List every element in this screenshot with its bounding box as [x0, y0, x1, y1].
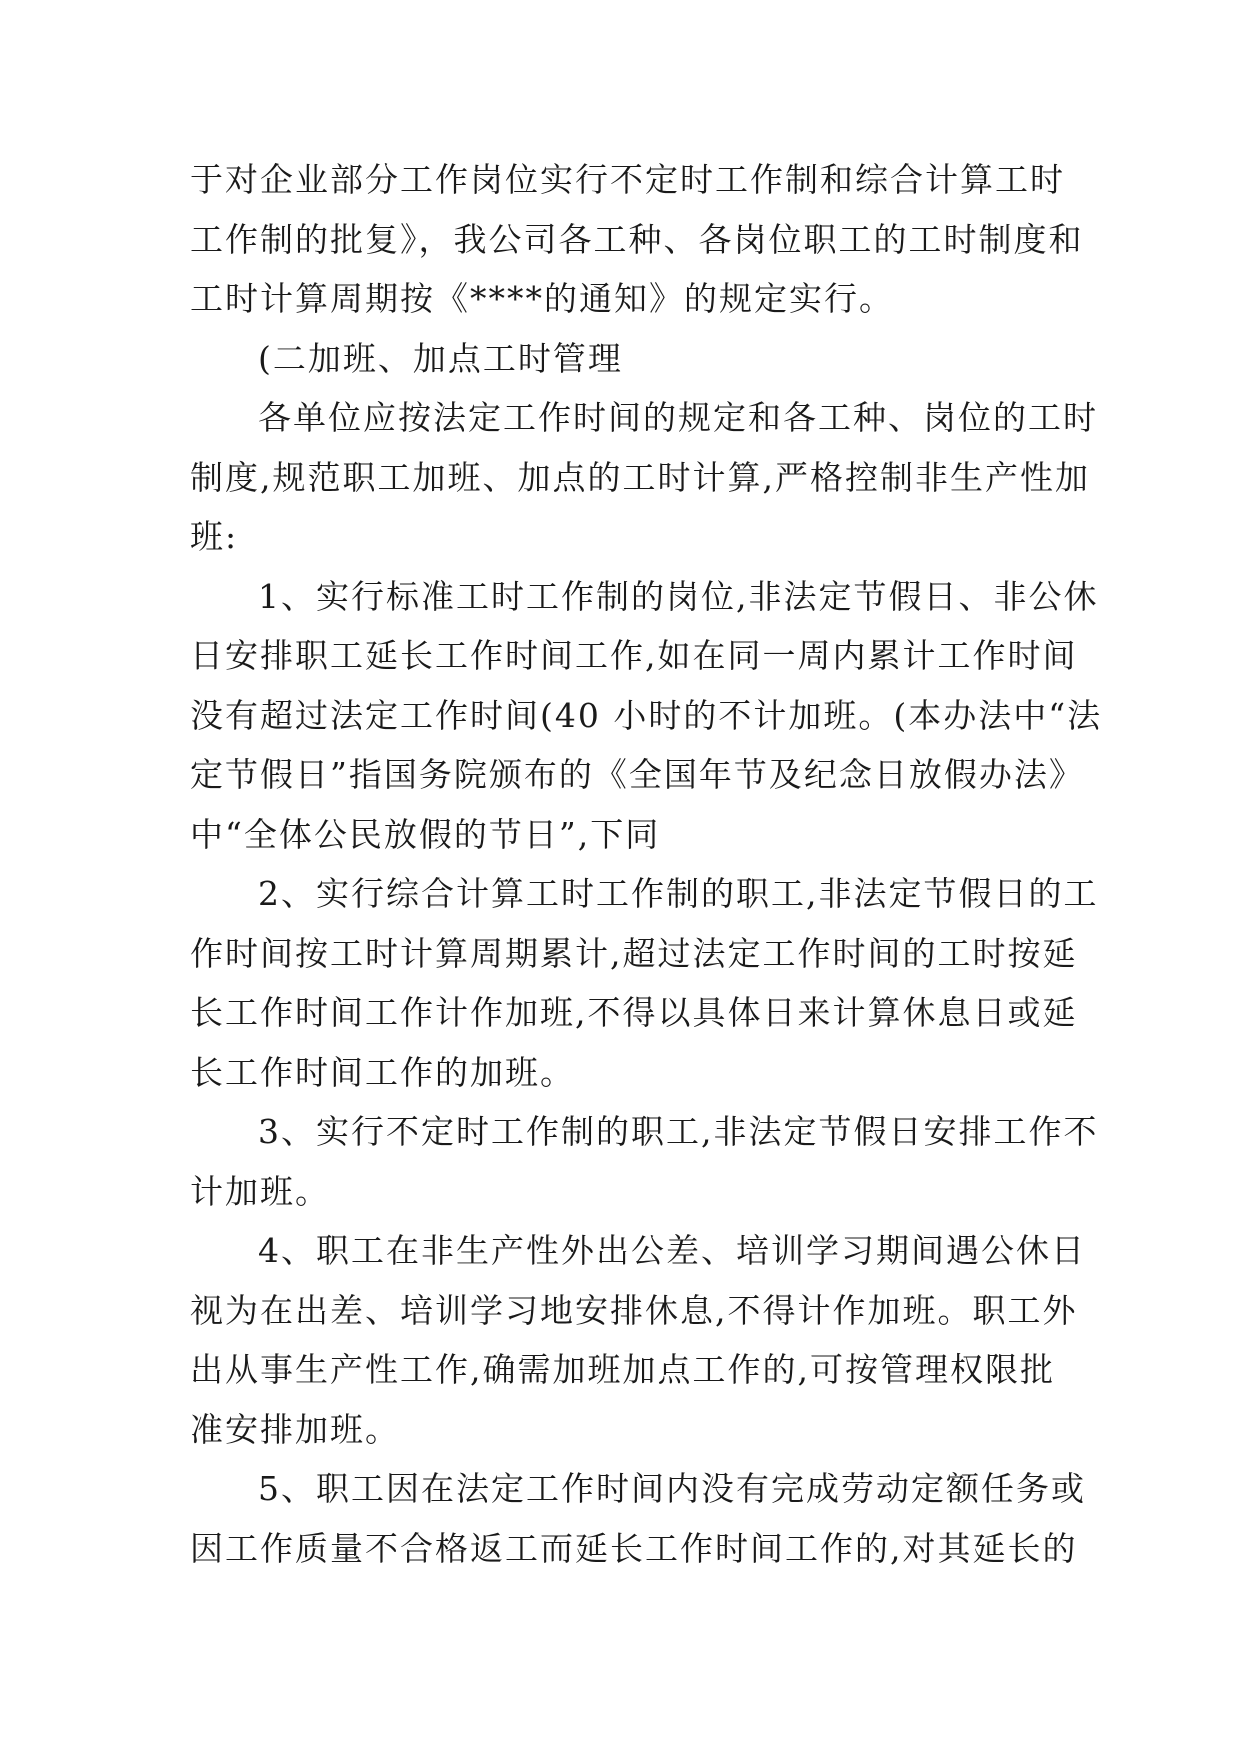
text-line: 工作制的批复》，我公司各工种、各岗位职工的工时制度和 — [190, 219, 1084, 259]
text-line: 4、职工在非生产性外出公差、培训学习期间遇公休日 — [258, 1231, 1086, 1270]
text-line: 视为在出差、培训学习地安排休息,不得计作加班。职工外 — [190, 1290, 1078, 1330]
text-line: 制度,规范职工加班、加点的工时计算,严格控制非生产性加 — [190, 457, 1090, 497]
text-line: 定节假日”指国务院颁布的《全国年节及纪念日放假办法》 — [190, 755, 1084, 794]
text-line: 中“全体公民放假的节日”,下同 — [190, 814, 661, 854]
text-line: 3、实行不定时工作制的职工,非法定节假日安排工作不 — [258, 1112, 1099, 1151]
text-line: 出从事生产性工作,确需加班加点工作的,可按管理权限批 — [190, 1350, 1055, 1389]
text-line: 各单位应按法定工作时间的规定和各工种、岗位的工时 — [258, 398, 1098, 437]
text-line: 因工作质量不合格返工而延长工作时间工作的,对其延长的 — [190, 1528, 1078, 1568]
text-line: 班: — [190, 517, 239, 556]
text-line: 计加班。 — [190, 1171, 330, 1211]
text-line: 没有超过法定工作时间(40 小时的不计加班。(本办法中“法 — [190, 695, 1103, 735]
text-line: 5、职工因在法定工作时间内没有完成劳动定额任务或 — [258, 1469, 1086, 1508]
text-line: 于对企业部分工作岗位实行不定时工作制和综合计算工时 — [190, 160, 1065, 199]
text-line: 工时计算周期按《****的通知》的规定实行。 — [190, 279, 894, 318]
text-line: (二加班、加点工时管理 — [258, 338, 623, 378]
document-body — [190, 150, 1103, 1578]
text-line: 日安排职工延长工作时间工作,如在同一周内累计工作时间 — [190, 636, 1078, 675]
text-line: 准安排加班。 — [190, 1409, 400, 1449]
text-line: 1、实行标准工时工作制的岗位,非法定节假日、非公休 — [258, 576, 1099, 616]
text-line: 2、实行综合计算工时工作制的职工,非法定节假日的工 — [258, 874, 1099, 913]
text-line: 长工作时间工作的加班。 — [190, 1052, 575, 1092]
text-line: 作时间按工时计算周期累计,超过法定工作时间的工时按延 — [190, 933, 1078, 973]
text-line: 长工作时间工作计作加班,不得以具体日来计算休息日或延 — [190, 993, 1078, 1032]
